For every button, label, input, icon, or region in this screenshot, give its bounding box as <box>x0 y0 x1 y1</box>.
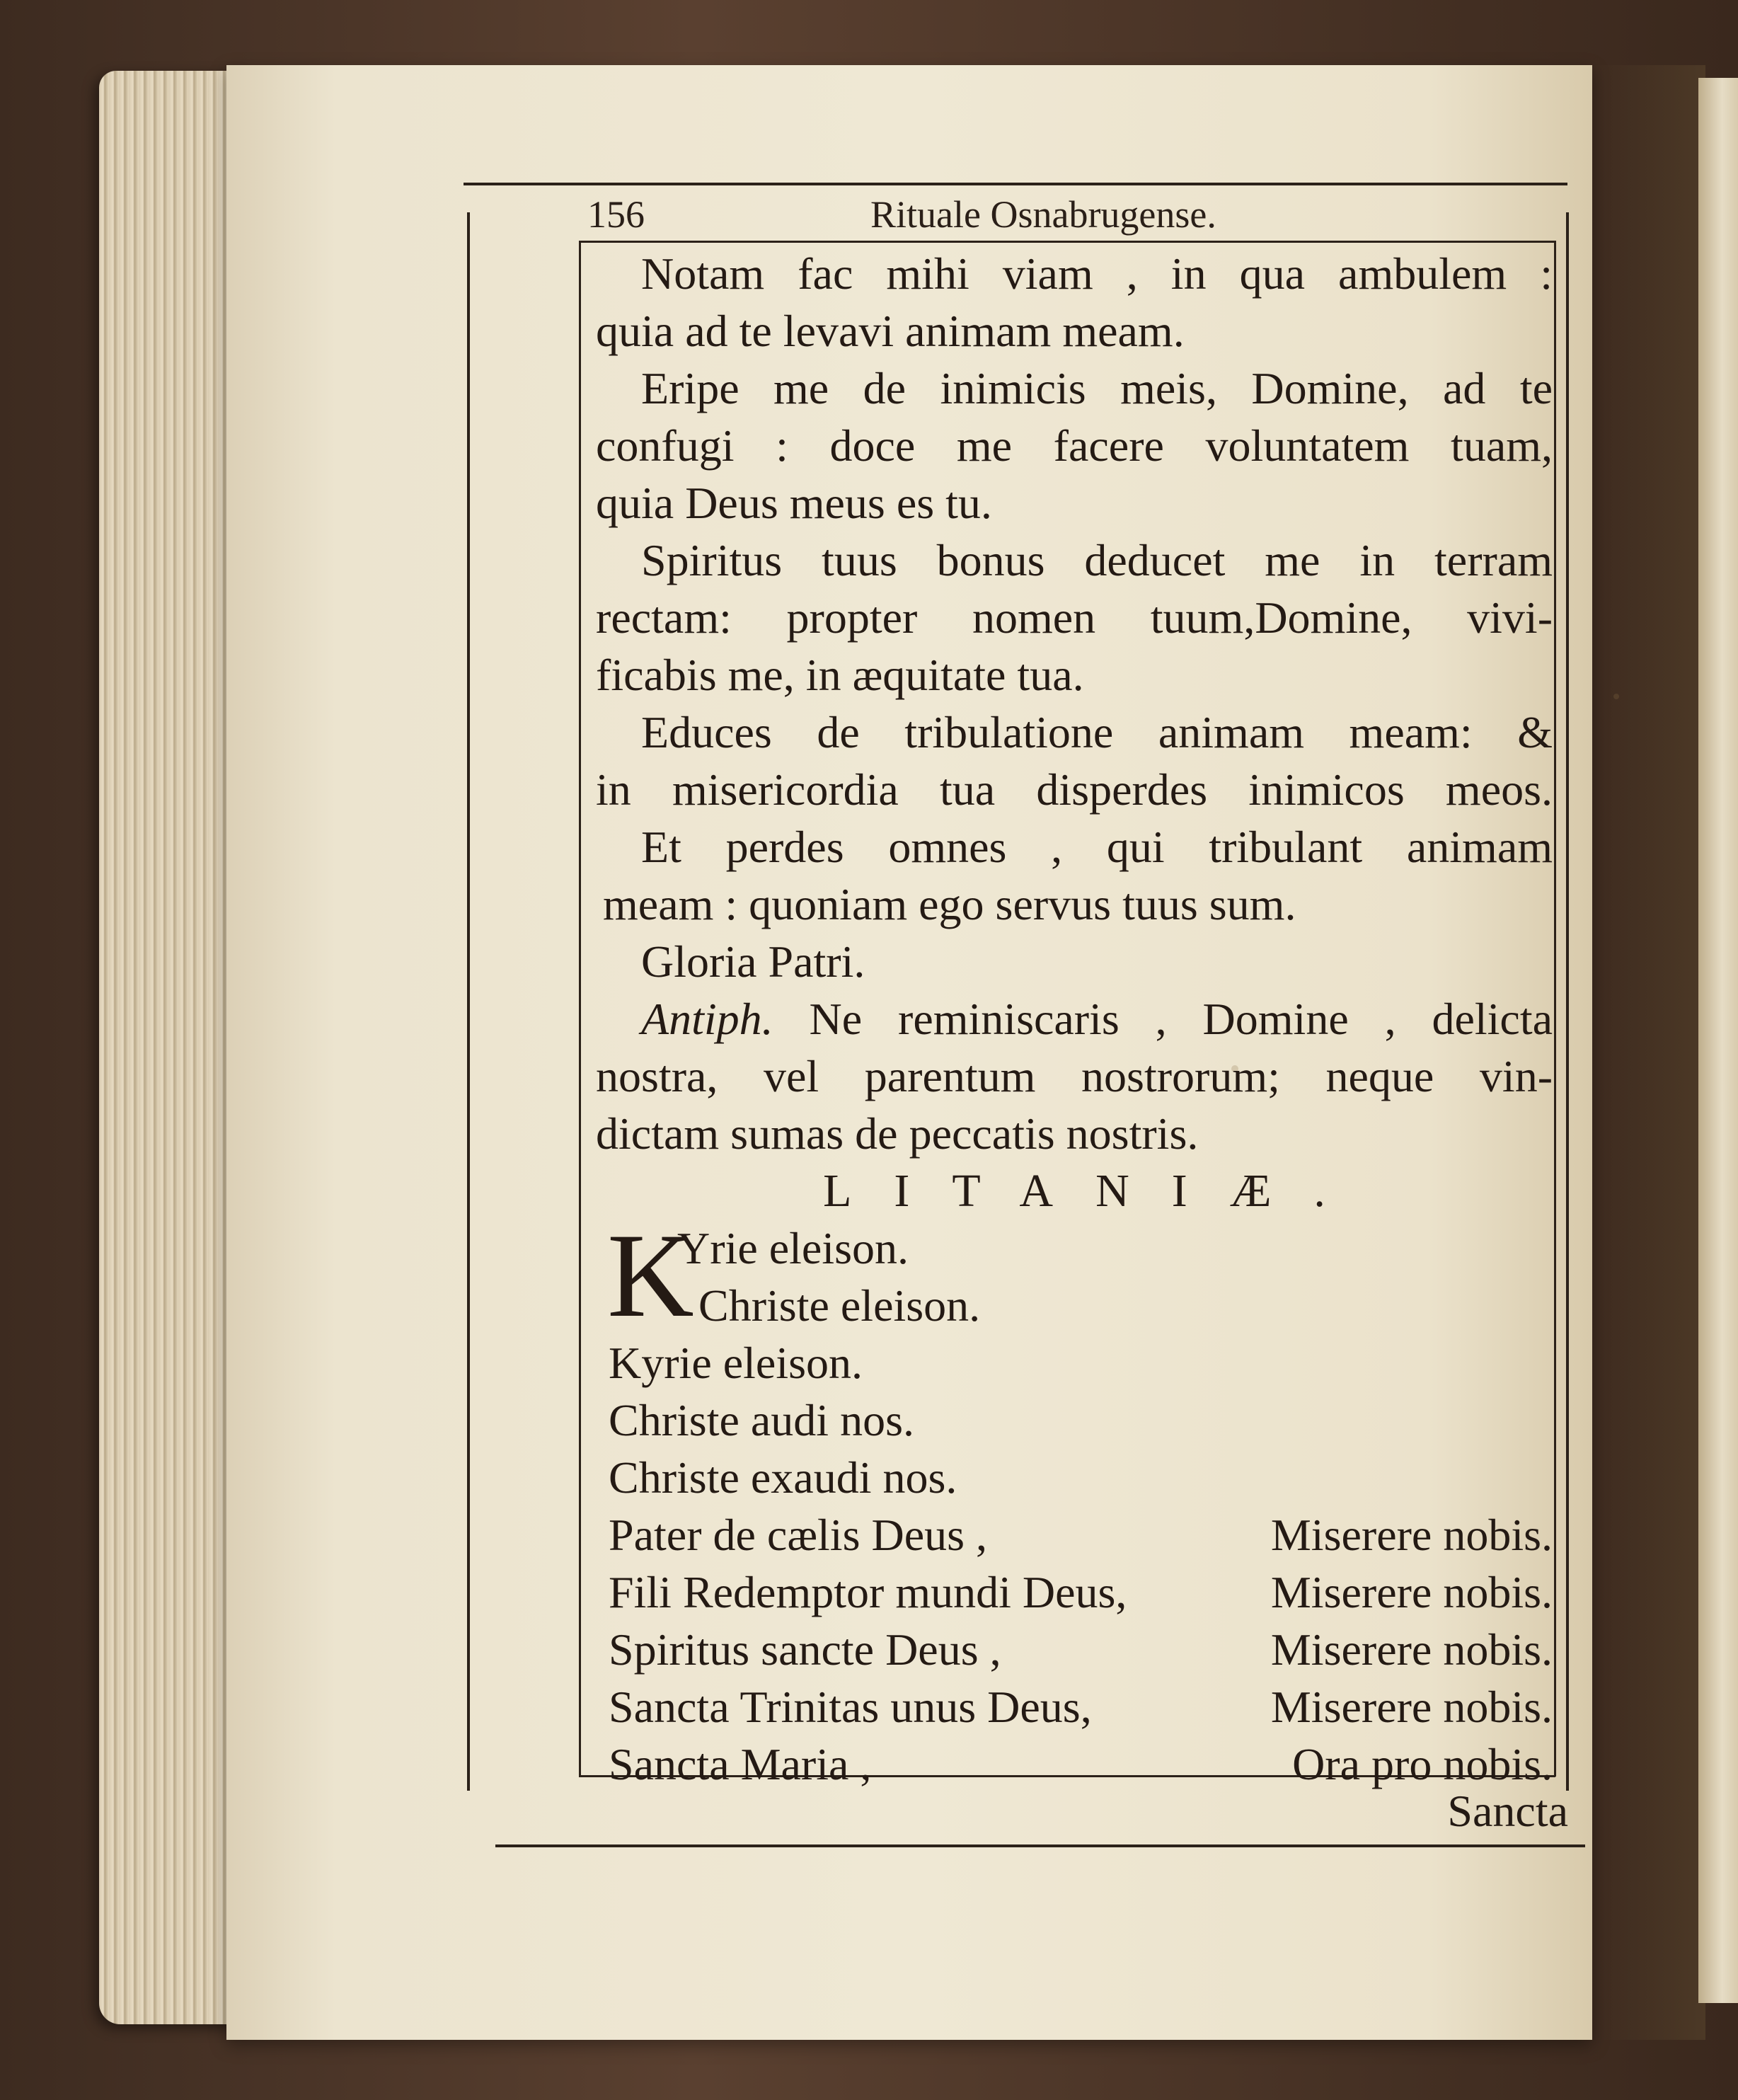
text-line: Notam fac mihi viam , in qua ambulem : <box>641 248 1553 299</box>
text-line: in misericordia tua disperdes inimicos meos. <box>596 764 1553 815</box>
text-line: Et perdes omnes , qui tribulant animam <box>641 822 1553 872</box>
text-line: meam : quoniam ego servus tuus sum. <box>603 879 1296 929</box>
litany-invocation <box>596 1506 1553 1563</box>
text-line: confugi : doce me facere voluntatem tuam, <box>596 420 1553 471</box>
text-line: quia ad te levavi animam meam. <box>596 306 1185 356</box>
frame-rule-top <box>464 183 1567 185</box>
gutter-shadow <box>1592 65 1705 2040</box>
catchword: Sancta <box>1447 1786 1568 1836</box>
text-line: nostra, vel parentum nostrorum; neque vin- <box>596 1051 1553 1101</box>
paper-spot <box>1613 694 1619 699</box>
litany-line: Christe eleison. <box>698 1280 981 1331</box>
invocation-response: Ora pro nobis. <box>1292 1739 1553 1789</box>
litany-invocation <box>596 1563 1553 1621</box>
frame-rule-bottom <box>495 1844 1585 1847</box>
antiphon-label: Antiph. <box>641 994 773 1044</box>
invocation-text: Sancta Maria , <box>609 1739 872 1789</box>
text-line: rectam: propter nomen tuum,Domine, vivi- <box>596 592 1553 643</box>
page-header <box>587 190 1507 239</box>
text-line: dictam sumas de peccatis nostris. <box>596 1108 1199 1159</box>
invocation-response: Miserere nobis. <box>1270 1682 1553 1732</box>
litany-line: Christe exaudi nos. <box>609 1452 957 1503</box>
frame-rule-left-inner <box>579 241 581 1777</box>
running-title: Rituale Osnabrugense. <box>870 193 1216 236</box>
invocation-response: Miserere nobis. <box>1270 1624 1553 1675</box>
invocation-response: Miserere nobis. <box>1270 1567 1553 1617</box>
invocation-response: Miserere nobis. <box>1270 1510 1553 1560</box>
facing-page-edge <box>1698 78 1738 2003</box>
invocation-text: Spiritus sancte Deus , <box>609 1624 1001 1675</box>
litany-line: Christe audi nos. <box>609 1395 914 1445</box>
invocation-text: Pater de cælis Deus , <box>609 1510 987 1560</box>
litany-heading: LITANIÆ. <box>823 1165 1368 1217</box>
litany-line: Kyrie eleison. <box>609 1338 863 1388</box>
gloria-patri: Gloria Patri. <box>641 936 865 987</box>
text-line: quia Deus meus es tu. <box>596 478 992 528</box>
invocation-text: Fili Redemptor mundi Deus, <box>609 1567 1127 1617</box>
frame-rule-right-inner <box>1554 241 1556 1777</box>
frame-rule-left-outer <box>467 212 470 1791</box>
text-line: Educes de tribulatione animam meam: & <box>641 707 1553 757</box>
frame-rule-right-outer <box>1566 212 1569 1791</box>
litany-opening <box>596 1209 1553 1342</box>
litany-invocation <box>596 1735 1553 1793</box>
litany-line: Yrie eleison. <box>677 1223 909 1273</box>
drop-capital: K <box>607 1209 694 1342</box>
text-line: ficabis me, in æquitate tua. <box>596 650 1084 700</box>
text-block <box>596 245 1553 1793</box>
page-number: 156 <box>587 193 645 236</box>
antiphon-line <box>596 990 1553 1048</box>
text-line: Spiritus tuus bonus deducet me in terram <box>641 535 1553 585</box>
text-line: Eripe me de inimicis meis, Domine, ad te <box>641 363 1553 413</box>
litany-invocation <box>596 1621 1553 1678</box>
antiphon-text: Ne reminiscaris , Domine , delicta <box>809 994 1553 1044</box>
frame-rule-top-inner <box>579 241 1555 243</box>
litany-invocation <box>596 1678 1553 1735</box>
book-page-edges <box>99 71 248 2024</box>
invocation-text: Sancta Trinitas unus Deus, <box>609 1682 1092 1732</box>
